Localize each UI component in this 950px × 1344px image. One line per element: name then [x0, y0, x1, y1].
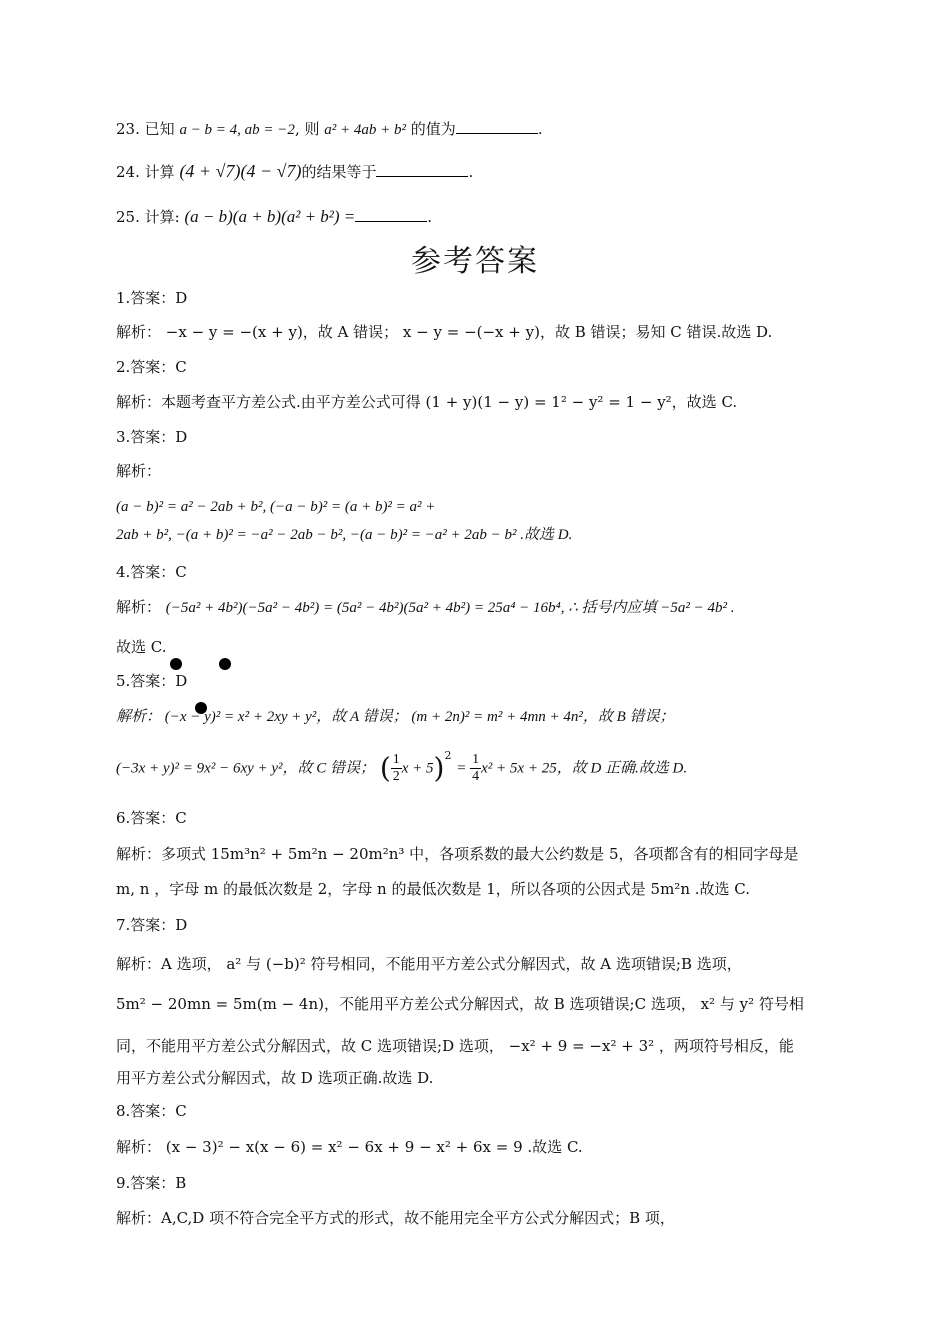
q23-end: .	[537, 120, 543, 138]
answer-1: 1.答案：D	[116, 289, 188, 307]
open-paren: (	[379, 751, 391, 785]
q25-text-pre: 计算:	[144, 208, 180, 226]
q25-number: 25.	[116, 208, 140, 226]
q24-text-post: 的结果等于	[301, 163, 377, 181]
q25-expr: (a − b)(a + b)(a² + b²) =	[184, 207, 356, 226]
answer-7: 7.答案：D	[116, 916, 188, 934]
question-24	[116, 160, 473, 183]
analysis-7-line1: 解析：A 选项， a² 与 (−b)² 符号相同，不能用平方差公式分解因式，故 A 选项错误;B 选项，	[116, 955, 742, 973]
q24-end: .	[468, 163, 474, 181]
answer-6: 6.答案：C	[116, 809, 187, 827]
analysis-4-expr: (−5a² + 4b²)(−5a² − 4b²) = (5a² − 4b²)(5a² + 4b²) = 25a⁴ − 16b⁴, ∴ 括号内应填 −5a² − 4b² .	[165, 600, 735, 616]
analysis-4-conclusion: 故选 C.	[116, 638, 167, 656]
exponent: 2	[444, 748, 452, 762]
analysis-2: 解析：本题考查平方差公式.由平方差公式可得 (1 + y)(1 − y) = 1² − y² = 1 − y²，故选 C.	[116, 393, 738, 411]
analysis-7-line2: 5m² − 20mn = 5m(m − 4n)，不能用平方差公式分解因式，故 B 选项错误;C 选项， x² 与 y² 符号相	[116, 995, 804, 1013]
analysis-3-line1: (a − b)² = a² − 2ab + b², (−a − b)² = (a + b)² = a² +	[116, 499, 436, 515]
frac-term: x + 5	[401, 760, 434, 777]
analysis-6-line1: 解析：多项式 15m³n² + 5m²n − 20m²n³ 中，各项系数的最大公约数是 5，各项都含有的相同字母是	[116, 845, 799, 863]
bullet-dot-icon	[219, 658, 231, 670]
frac-num: 1	[392, 752, 400, 767]
fraction-quarter	[470, 752, 481, 785]
frac-num: 1	[472, 752, 480, 767]
question-25	[116, 206, 432, 228]
analysis-5-line1: 解析： (−x − y)² = x² + 2xy + y²，故 A 错误； (m + 2n)² = m² + 4mn + 4n²，故 B 错误；	[116, 709, 675, 725]
answer-5: 5.答案：D	[116, 672, 188, 690]
analysis-4-label: 解析：	[116, 598, 162, 616]
q23-number: 23.	[116, 120, 140, 138]
analysis-5-line2	[116, 748, 688, 785]
q25-end: .	[427, 208, 433, 226]
q23-text-post: 的值为	[410, 120, 456, 138]
analysis-7-line4: 用平方差公式分解因式，故 D 选项正确.故选 D.	[116, 1069, 434, 1087]
analysis-3-label: 解析：	[116, 462, 162, 480]
answer-blank[interactable]	[355, 207, 427, 222]
answer-4: 4.答案：C	[116, 563, 187, 581]
q23-expr: a − b = 4, ab = −2	[179, 122, 295, 138]
answer-2: 2.答案：C	[116, 358, 187, 376]
analysis-3-line2: 2ab + b², −(a + b)² = −a² − 2ab − b², −(a − b)² = −a² + 2ab − b² .故选 D.	[116, 527, 573, 543]
answer-blank[interactable]	[376, 162, 468, 177]
analysis-7-line3: 同，不能用平方差公式分解因式，故 C 选项错误;D 选项， −x² + 9 = −x² + 3² ，两项符号相反，能	[116, 1037, 794, 1055]
answer-8: 8.答案：C	[116, 1102, 187, 1120]
answer-blank[interactable]	[456, 119, 538, 134]
q23-text-pre: 已知	[144, 120, 175, 138]
q23-expr2: a² + 4ab + b²	[324, 122, 407, 138]
answer-3: 3.答案：D	[116, 428, 188, 446]
question-23	[116, 118, 543, 141]
analysis-6-line2: m, n ，字母 m 的最低次数是 2，字母 n 的最低次数是 1，所以各项的公因式是 5m²n .故选 C.	[116, 880, 750, 898]
bullet-dot-icon	[170, 658, 182, 670]
equals-sign: =	[456, 760, 471, 777]
analysis-5-part-c: (−3x + y)² = 9x² − 6xy + y²，故 C 错误；	[116, 760, 376, 777]
frac-den: 4	[472, 769, 480, 784]
close-paren: )	[433, 751, 445, 785]
q23-text-mid: , 则	[294, 120, 320, 138]
answer-9: 9.答案：B	[116, 1174, 187, 1192]
analysis-5-part-d: x² + 5x + 25，故 D 正确.故选 D.	[481, 760, 688, 777]
fraction-half	[391, 752, 402, 785]
page-title: 参考答案	[411, 244, 539, 279]
analysis-9: 解析：A,C,D 项不符合完全平方式的形式，故不能用完全平方公式分解因式；B 项，	[116, 1209, 675, 1227]
frac-den: 2	[392, 769, 400, 784]
analysis-4	[116, 596, 735, 619]
analysis-8: 解析： (x − 3)² − x(x − 6) = x² − 6x + 9 − x² + 6x = 9 .故选 C.	[116, 1138, 583, 1156]
analysis-1: 解析： −x − y = −(x + y)，故 A 错误； x − y = −(−x + y)，故 B 错误；易知 C 错误.故选 D.	[116, 323, 773, 341]
q24-text-pre: 计算	[144, 163, 175, 181]
q24-expr: (4 + √7)(4 − √7)	[179, 161, 302, 181]
q24-number: 24.	[116, 163, 140, 181]
